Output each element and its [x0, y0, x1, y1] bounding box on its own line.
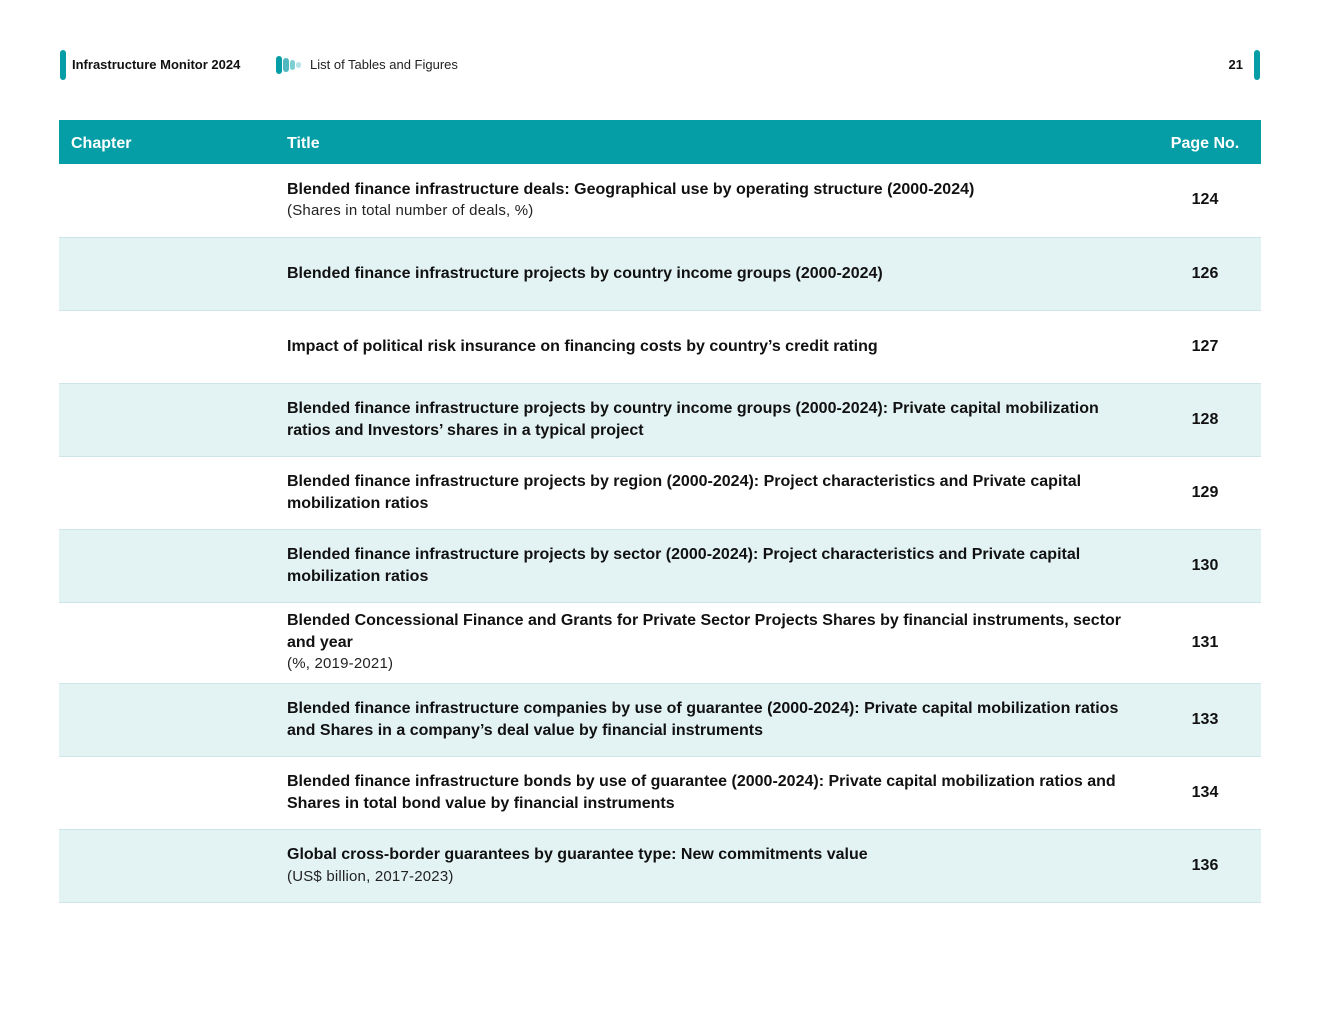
row-subtitle: (Shares in total number of deals, %): [287, 202, 534, 220]
row-chapter: [59, 683, 275, 756]
row-title: Blended finance infrastructure projects by country income groups (2000-2024): Private capital mobilization ratios and Investors’ shares in a typical project: [287, 400, 1099, 439]
page-header: [60, 50, 1260, 80]
row-chapter: [59, 529, 275, 602]
row-title-cell: [275, 383, 1149, 456]
header-accent-bar-right: [1254, 50, 1260, 80]
row-page-number: 129: [1191, 483, 1219, 501]
row-title: Impact of political risk insurance on financing costs by country’s credit rating: [287, 337, 878, 355]
row-title-cell: [275, 602, 1149, 683]
table-row[interactable]: [59, 529, 1261, 602]
table-row[interactable]: [59, 237, 1261, 310]
report-title: Infrastructure Monitor 2024: [72, 57, 241, 72]
row-subtitle: (%, 2019-2021): [287, 655, 394, 673]
row-title-cell: [275, 310, 1149, 383]
table-row[interactable]: [59, 456, 1261, 529]
table-row[interactable]: [59, 383, 1261, 456]
page-number: 21: [1228, 57, 1243, 72]
row-title: Blended finance infrastructure deals: Geographical use by operating structure (2000-2024): [287, 180, 975, 198]
row-page-number: 126: [1191, 264, 1219, 282]
row-chapter: [59, 602, 275, 683]
row-page-number: 128: [1191, 410, 1219, 428]
row-chapter: [59, 383, 275, 456]
row-page-number: 131: [1191, 633, 1219, 651]
row-title-cell: [275, 164, 1149, 237]
row-title: Global cross-border guarantees by guarantee type: New commitments value: [287, 846, 868, 863]
section-title: List of Tables and Figures: [310, 57, 458, 72]
table-row[interactable]: [59, 829, 1261, 902]
table-row[interactable]: [59, 602, 1261, 683]
row-title: Blended finance infrastructure projects by country income groups (2000-2024): [287, 264, 883, 282]
row-page-number: 124: [1191, 191, 1219, 209]
row-title-cell: [275, 529, 1149, 602]
row-title: Blended finance infrastructure projects by region (2000-2024): Project characteristics and Private capital mobilization ratios: [287, 473, 1082, 512]
row-chapter: [59, 237, 275, 310]
column-header-title: Title: [275, 120, 1149, 164]
column-header-page: Page No.: [1149, 120, 1261, 164]
row-chapter: [59, 164, 275, 237]
row-title-cell: [275, 237, 1149, 310]
row-title-cell: [275, 756, 1149, 829]
row-title: Blended finance infrastructure projects by sector (2000-2024): Project characteristics and Private capital mobilization ratios: [287, 546, 1081, 585]
table-row[interactable]: [59, 164, 1261, 237]
row-chapter: [59, 456, 275, 529]
row-title: Blended finance infrastructure bonds by use of guarantee (2000-2024): Private capital mobilization ratios and Shares in total bond value by financial instruments: [287, 773, 1116, 812]
table-row[interactable]: [59, 310, 1261, 383]
row-chapter: [59, 829, 275, 902]
row-page-number: 134: [1191, 783, 1219, 801]
row-title: Blended Concessional Finance and Grants for Private Sector Projects Shares by financial instruments, sector and year: [287, 612, 1122, 651]
table-header-row: [59, 120, 1261, 164]
row-page-number: 133: [1191, 710, 1219, 728]
row-chapter: [59, 756, 275, 829]
row-page-number: 130: [1191, 556, 1219, 574]
row-title-cell: [275, 683, 1149, 756]
tables-figures-list: [59, 120, 1261, 903]
column-header-chapter: Chapter: [59, 120, 275, 164]
row-page-number: 127: [1191, 337, 1219, 355]
table-row[interactable]: [59, 756, 1261, 829]
header-accent-bar-left: [60, 50, 66, 80]
row-title: Blended finance infrastructure companies by use of guarantee (2000-2024): Private capital mobilization ratios and Shares in a company’s deal value by financial instruments: [287, 700, 1119, 739]
row-title-cell: [275, 829, 1149, 902]
table-row[interactable]: [59, 683, 1261, 756]
bars-logo-icon: [276, 56, 302, 74]
row-subtitle: (US$ billion, 2017-2023): [287, 867, 454, 885]
row-page-number: 136: [1191, 856, 1219, 874]
row-title-cell: [275, 456, 1149, 529]
row-chapter: [59, 310, 275, 383]
